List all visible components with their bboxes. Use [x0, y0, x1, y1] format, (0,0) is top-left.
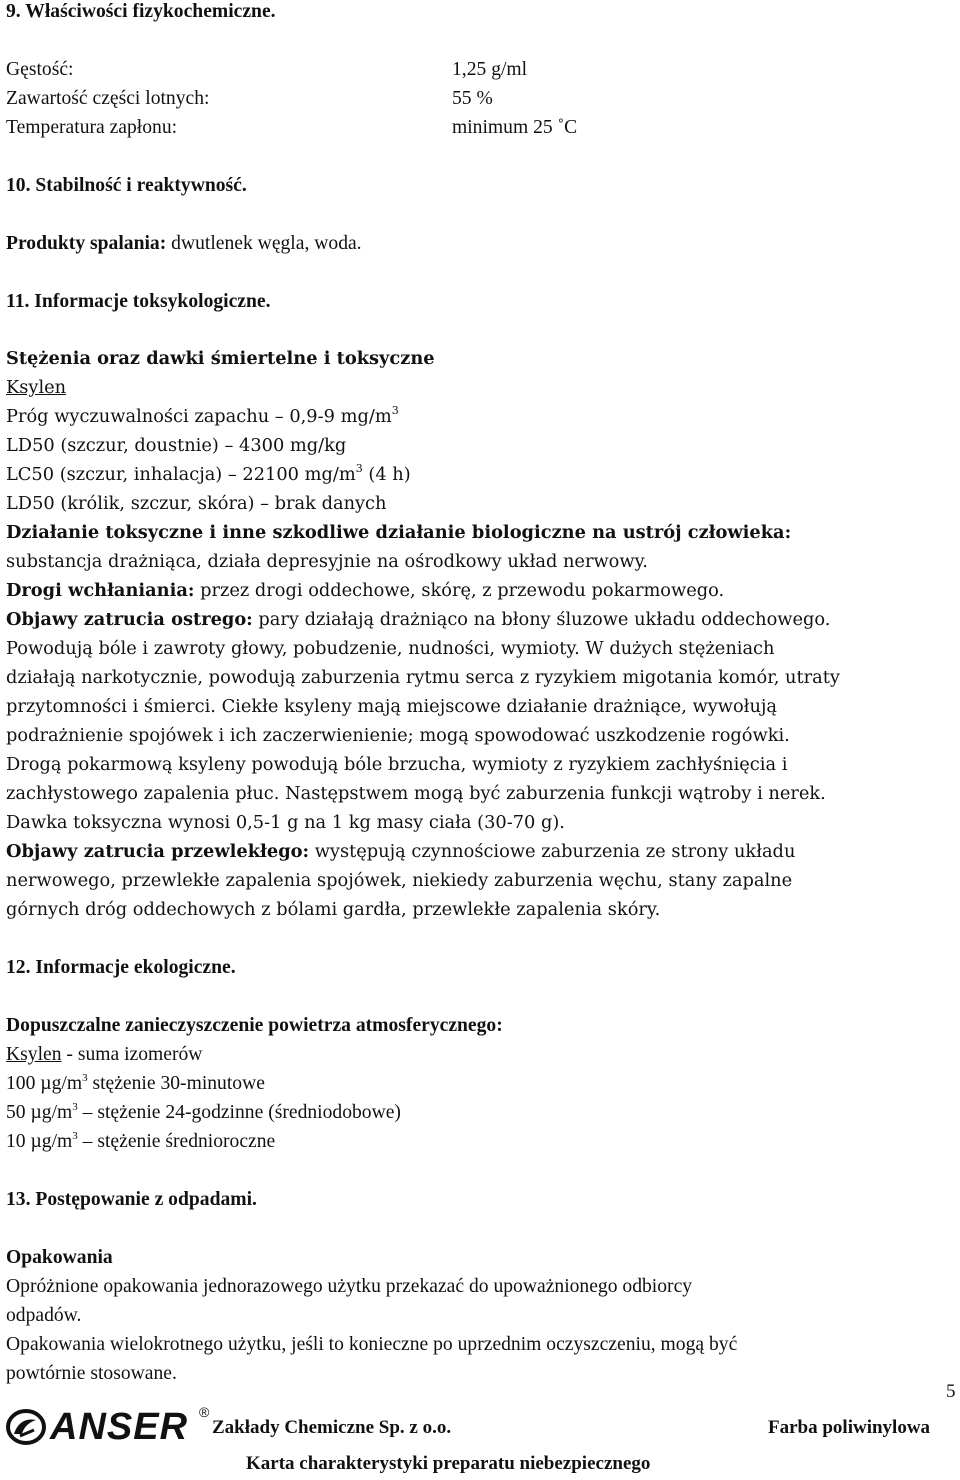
ld50-dermal: LD50 (królik, szczur, skóra) – brak danych	[6, 493, 387, 514]
acute-para-4: podrażnienie spojówek i ich zaczerwienienie; mogą spowodować uszkodzenie rogówki.	[6, 725, 790, 746]
absorption-label: Drogi wchłaniania:	[6, 580, 195, 601]
document-title: Karta charakterystyki preparatu niebezpiecznego	[246, 1453, 651, 1474]
eco-substance-note: - suma izomerów	[61, 1044, 203, 1065]
eco-substance	[6, 1043, 202, 1067]
volatile-value: 55 %	[452, 88, 493, 109]
eco-limit-24h-text: – stężenie 24-godzinne (średniodobowe)	[77, 1102, 401, 1123]
chronic-text: występują czynnościowe zaburzenia ze strony układu	[309, 841, 796, 862]
section-12-heading: 12. Informacje ekologiczne.	[6, 957, 236, 978]
acute-para-5: Drogą pokarmową ksyleny powodują bóle brzucha, wymioty z ryzykiem zachłyśnięcia i	[6, 754, 788, 775]
absorption-text: przez drogi oddechowe, skórę, z przewodu pokarmowego.	[194, 580, 725, 601]
logo-wordmark: ANSER	[50, 1406, 189, 1448]
acute-para-7: Dawka toksyczna wynosi 0,5-1 g na 1 kg masy ciała (30-70 g).	[6, 812, 565, 833]
section-11-heading: 11. Informacje toksykologiczne.	[6, 291, 271, 312]
acute-symptoms	[6, 608, 830, 632]
page-number: 5	[946, 1381, 956, 1402]
chronic-para-2: nerwowego, przewlekłe zapalenia spojówek, niekiedy zaburzenia węchu, stany zapalne	[6, 870, 793, 891]
eco-limit-annual	[6, 1130, 275, 1154]
eco-limit-annual-sup: 3	[72, 1130, 78, 1142]
tox-substance: Ksylen	[6, 377, 67, 398]
section-9-heading: 9. Właściwości fizykochemiczne.	[6, 1, 276, 22]
eco-limit-24h-value: 50 µg/m	[6, 1102, 73, 1123]
tox-effects-label: Działanie toksyczne i inne szkodliwe działanie biologiczne na ustrój człowieka:	[6, 522, 792, 543]
section-13-heading: 13. Postępowanie z odpadami.	[6, 1189, 257, 1210]
acute-text: pary działają drażniąco na błony śluzowe układu oddechowego.	[252, 609, 831, 630]
packaging-text-3: Opakowania wielokrotnego użytku, jeśli to konieczne po uprzednim oczyszczeniu, mogą być	[6, 1334, 738, 1355]
combustion-products	[6, 232, 362, 256]
odor-threshold	[6, 405, 399, 429]
odor-threshold-text: Próg wyczuwalności zapachu – 0,9-9 mg/m	[6, 406, 392, 427]
company-logo	[6, 1406, 216, 1448]
eco-subheading: Dopuszczalne zanieczyszczenie powietrza atmosferycznego:	[6, 1015, 503, 1036]
eco-limit-30min-sup: 3	[82, 1072, 88, 1084]
packaging-subheading: Opakowania	[6, 1247, 113, 1268]
eco-limit-30min-value: 100 µg/m	[6, 1073, 83, 1094]
lc50-duration: (4 h)	[362, 464, 411, 485]
packaging-text-2: odpadów.	[6, 1305, 82, 1326]
eco-substance-name: Ksylen	[6, 1044, 62, 1065]
density-label: Gęstość:	[6, 59, 74, 80]
tox-effects-text: substancja drażniąca, działa depresyjnie na ośrodkowy układ nerwowy.	[6, 551, 648, 572]
acute-para-1: Powodują bóle i zawroty głowy, pobudzenie, nudności, wymioty. W dużych stężeniach	[6, 638, 775, 659]
lc50-inhal	[6, 463, 411, 487]
product-name: Farba poliwinylowa	[768, 1417, 931, 1438]
section-10-heading: 10. Stabilność i reaktywność.	[6, 175, 247, 196]
eco-limit-30min	[6, 1072, 265, 1096]
combustion-text: dwutlenek węgla, woda.	[166, 233, 362, 254]
anser-emblem-icon	[6, 1408, 46, 1446]
packaging-text-1: Opróżnione opakowania jednorazowego użytku przekazać do upoważnionego odbiorcy	[6, 1276, 693, 1297]
chronic-label: Objawy zatrucia przewlekłego:	[6, 841, 310, 862]
ld50-oral: LD50 (szczur, doustnie) – 4300 mg/kg	[6, 435, 347, 456]
eco-limit-annual-value: 10 µg/m	[6, 1131, 73, 1152]
lc50-sup: 3	[355, 462, 363, 475]
tox-subheading: Stężenia oraz dawki śmiertelne i toksyczne	[6, 348, 435, 369]
density-value: 1,25 g/ml	[452, 59, 528, 80]
chronic-para-3: górnych dróg oddechowych z bólami gardła, przewlekłe zapalenia skóry.	[6, 899, 661, 920]
absorption-routes	[6, 579, 724, 603]
eco-limit-annual-text: – stężenie średnioroczne	[77, 1131, 276, 1152]
acute-para-2: działają narkotycznie, powodują zaburzenia rytmu serca z ryzykiem migotania komór, utraty	[6, 667, 840, 688]
flashpoint-label: Temperatura zapłonu:	[6, 117, 178, 138]
packaging-text-4: powtórnie stosowane.	[6, 1363, 177, 1384]
combustion-label: Produkty spalania:	[6, 233, 167, 254]
eco-limit-24h-sup: 3	[72, 1101, 78, 1113]
company-name: Zakłady Chemiczne Sp. z o.o.	[212, 1417, 452, 1438]
acute-para-3: przytomności i śmierci. Ciekłe ksyleny mają miejscowe działanie drażniące, wywołują	[6, 696, 778, 717]
acute-label: Objawy zatrucia ostrego:	[6, 609, 253, 630]
volatile-label: Zawartość części lotnych:	[6, 88, 210, 109]
eco-limit-24h	[6, 1101, 401, 1125]
chronic-symptoms	[6, 840, 795, 864]
eco-limit-30min-text: stężenie 30-minutowe	[87, 1073, 265, 1094]
flashpoint-value: minimum 25 ˚C	[452, 117, 578, 138]
acute-para-6: zachłystowego zapalenia płuc. Następstwem mogą być zaburzenia funkcji wątroby i nerek.	[6, 783, 826, 804]
registered-mark: ®	[199, 1404, 210, 1420]
odor-threshold-sup: 3	[391, 404, 399, 417]
lc50-text: LC50 (szczur, inhalacja) – 22100 mg/m	[6, 464, 356, 485]
